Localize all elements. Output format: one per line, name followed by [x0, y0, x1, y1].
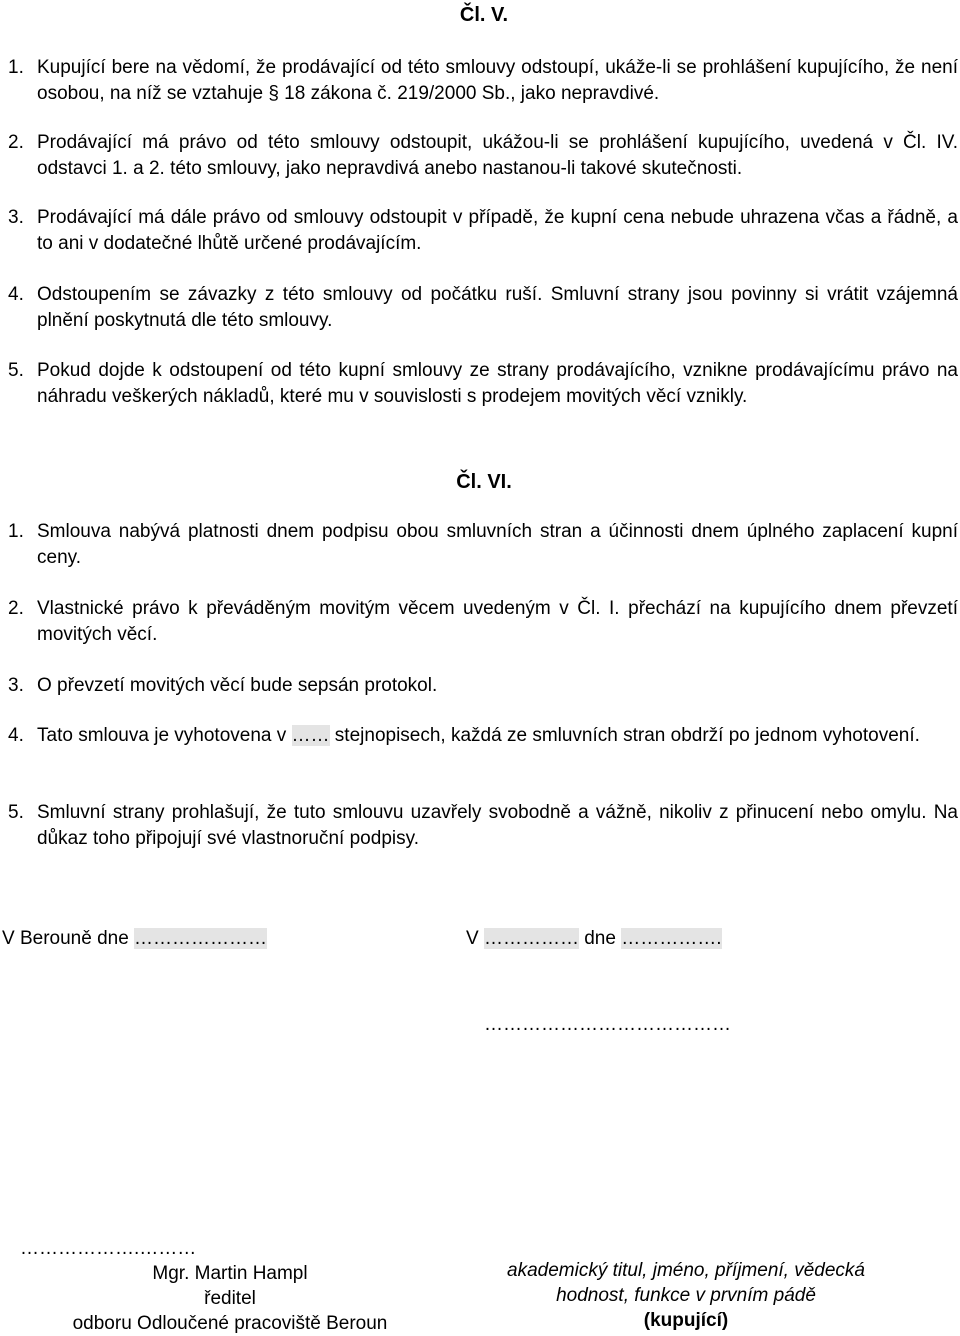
article-vi-heading: Čl. VI. [456, 471, 512, 493]
article-vi-item-5 [0, 800, 958, 851]
seller-signature-line: ……………….……… [20, 1238, 197, 1259]
right-extra-dotted-line: ………………………………… [484, 1014, 731, 1035]
seller-name: Mgr. Martin Hampl [152, 1263, 308, 1284]
item-text: O převzetí movitých věcí bude sepsán protokol. [37, 675, 438, 696]
article-vi-item-3 [0, 673, 958, 699]
section-symbol: § [268, 82, 279, 104]
signing-place-date-right: V …………… dne ……………. [466, 928, 722, 949]
article-vi-item-1 [0, 519, 958, 570]
left-date-field[interactable]: ………………… [134, 928, 268, 949]
item-number: 1. [8, 57, 24, 78]
article-v-heading: Čl. V. [459, 4, 509, 26]
item-number: 2. [8, 598, 24, 619]
item-text: Smlouva nabývá platnosti dnem podpisu obou smluvních stran a účinnosti dnem úplného zaplacení kupní ceny. [37, 521, 958, 568]
item-number: 5. [8, 360, 24, 381]
article-vi-item-2 [0, 596, 958, 647]
seller-organization: odboru Odloučené pracoviště Beroun [72, 1313, 388, 1334]
article-v-item-2 [0, 130, 958, 181]
item-number: 5. [8, 802, 24, 823]
item-number: 2. [8, 132, 24, 153]
item-text: Pokud dojde k odstoupení od této kupní smlouvy ze strany prodávajícího, vznikne prodávajícímu právo na náhradu veškerých nákladů, které mu v souvislosti s prodejem movitých věcí vznikly. [37, 360, 958, 407]
copies-count-field[interactable]: …… [291, 725, 330, 746]
buyer-caption-line-1: akademický titul, jméno, příjmení, vědecká [507, 1260, 865, 1281]
right-date-field[interactable]: ……………. [621, 928, 722, 949]
item-number: 1. [8, 521, 24, 542]
item-text: Kupující bere na vědomí, že prodávající od této smlouvy odstoupí, ukáže-li se prohlášení kupujícího, že není osobou, na níž se vztahuje § 18 zákona č. 219/2000 Sb., jako nepravdivé. [37, 57, 958, 104]
item-text: Vlastnické právo k převáděným movitým věcem uvedeným v Čl. I. přechází na kupujícího dnem převzetí movitých věcí. [37, 598, 958, 645]
item-text: Prodávající má dále právo od smlouvy odstoupit v případě, že kupní cena nebude uhrazena včas a řádně, a to ani v dodatečné lhůtě určené prodávajícím. [37, 207, 958, 254]
signing-place-date-left: V Berouně dne ………………… [2, 928, 268, 949]
right-place-field[interactable]: …………… [483, 928, 579, 949]
item-text: Tato smlouva je vyhotovena v …… stejnopisech, každá ze smluvních stran obdrží po jednom vyhotovení. [37, 725, 920, 746]
item-text: Odstoupením se závazky z této smlouvy od počátku ruší. Smluvní strany jsou povinny si vrátit vzájemná plnění poskytnutá dle této smlouvy. [37, 284, 958, 331]
item-number: 4. [8, 725, 24, 746]
article-v-item-4 [0, 282, 958, 333]
article-v-item-3 [0, 205, 958, 256]
item-text: Prodávající má právo od této smlouvy odstoupit, ukážou-li se prohlášení kupujícího, uvedená v Čl. IV. odstavci 1. a 2. této smlouvy, jako nepravdivá anebo nastanou-li takové skutečnosti. [37, 132, 958, 179]
article-v-item-1 [0, 55, 958, 106]
article-vi-item-4 [0, 723, 958, 749]
item-text: Smluvní strany prohlašují, že tuto smlouvu uzavřely svobodně a vážně, nikoliv z přinucení nebo omylu. Na důkaz toho připojují své vlastnoruční podpisy. [37, 802, 958, 849]
item-number: 3. [8, 207, 24, 228]
item-number: 3. [8, 675, 24, 696]
buyer-caption-line-3: (kupující) [643, 1310, 729, 1331]
article-v-item-5 [0, 358, 958, 409]
seller-role: ředitel [204, 1288, 256, 1309]
buyer-caption-line-2: hodnost, funkce v prvním pádě [556, 1285, 816, 1306]
seller-signature-block [10, 1236, 450, 1336]
buyer-signature-block [462, 1258, 910, 1333]
item-number: 4. [8, 284, 24, 305]
